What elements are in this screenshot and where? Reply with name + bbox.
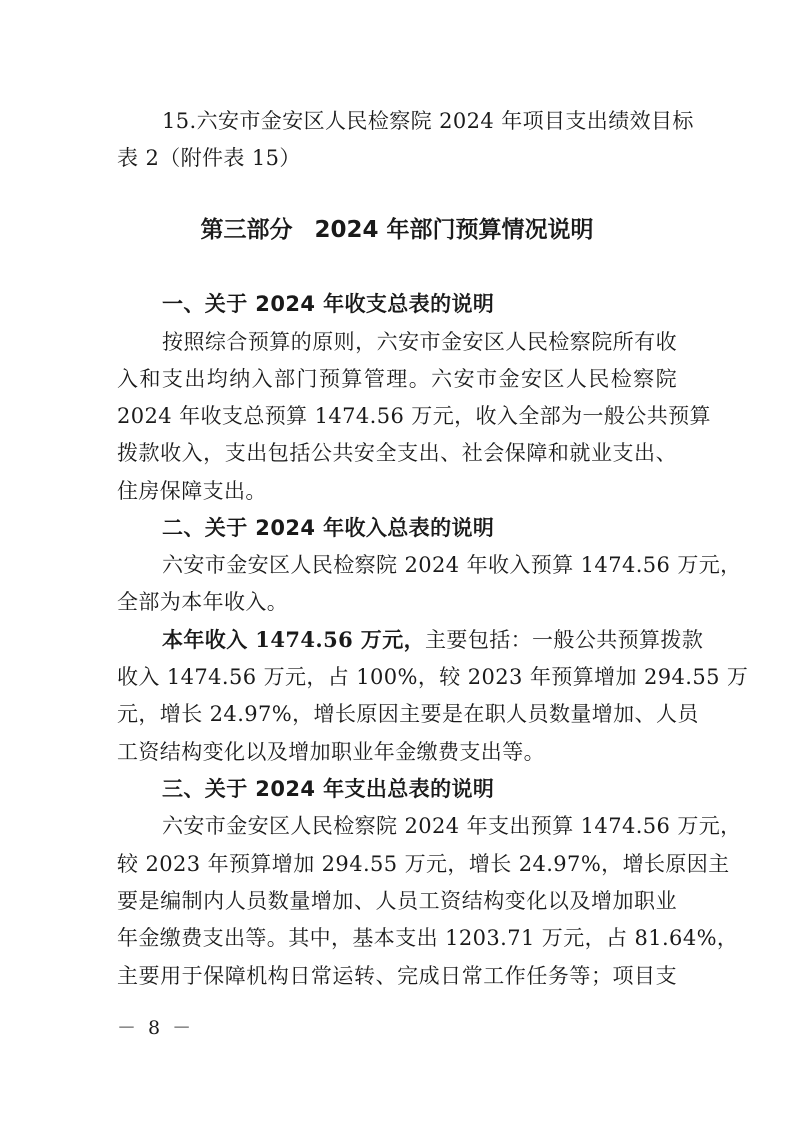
section3-heading: 三、关于 2024 年支出总表的说明 [162,777,495,801]
intro-line-1: 15.六安市金安区人民检察院 2024 年项目支出绩效目标 [162,109,694,133]
section3-line-3: 要是编制内人员数量增加、人员工资结构变化以及增加职业 [117,889,677,913]
section2-line-1: 六安市金安区人民检察院 2024 年收入预算 1474.56 万元， [162,553,742,577]
section1-line-1: 按照综合预算的原则，六安市金安区人民检察院所有收 [162,330,677,354]
section1-line-2: 入和支出均纳入部门预算管理。六安市金安区人民检察院 [117,367,677,391]
section1-line-3: 2024 年收支总预算 1474.56 万元，收入全部为一般公共预算 [117,404,711,428]
section2-para2-line-1 [162,625,704,655]
section1-line-5: 住房保障支出。 [117,479,267,503]
section2-para2-bold: 本年收入 1474.56 万元， [162,627,426,652]
section2-heading: 二、关于 2024 年收入总表的说明 [162,516,495,540]
section2-para2-line-2: 收入 1474.56 万元，占 100%，较 2023 年预算增加 294.55 万 [117,665,749,689]
section1-heading: 一、关于 2024 年收支总表的说明 [162,292,495,316]
section2-line-2: 全部为本年收入。 [117,590,289,614]
section3-line-4: 年金缴费支出等。其中，基本支出 1203.71 万元，占 81.64%， [117,926,739,950]
section2-para2-line-3: 元，增长 24.97%，增长原因主要是在职人员数量增加、人员 [117,702,699,726]
part-title-text: 2024 年部门预算情况说明 [314,217,594,243]
part-title [117,213,677,247]
section3-line-2: 较 2023 年预算增加 294.55 万元，增长 24.97%，增长原因主 [117,852,730,876]
page-number: － 8 － [117,1017,195,1039]
section2-para2-rest: 主要包括：一般公共预算拨款 [425,628,704,652]
section3-line-1: 六安市金安区人民检察院 2024 年支出预算 1474.56 万元， [162,814,742,838]
section3-line-5: 主要用于保障机构日常运转、完成日常工作任务等；项目支 [117,964,677,988]
part-title-label: 第三部分 [200,217,293,243]
intro-line-2: 表 2（附件表 15） [117,146,301,170]
section1-line-4: 拨款收入，支出包括公共安全支出、社会保障和就业支出、 [117,441,677,465]
section2-para2-line-4: 工资结构变化以及增加职业年金缴费支出等。 [117,740,545,764]
